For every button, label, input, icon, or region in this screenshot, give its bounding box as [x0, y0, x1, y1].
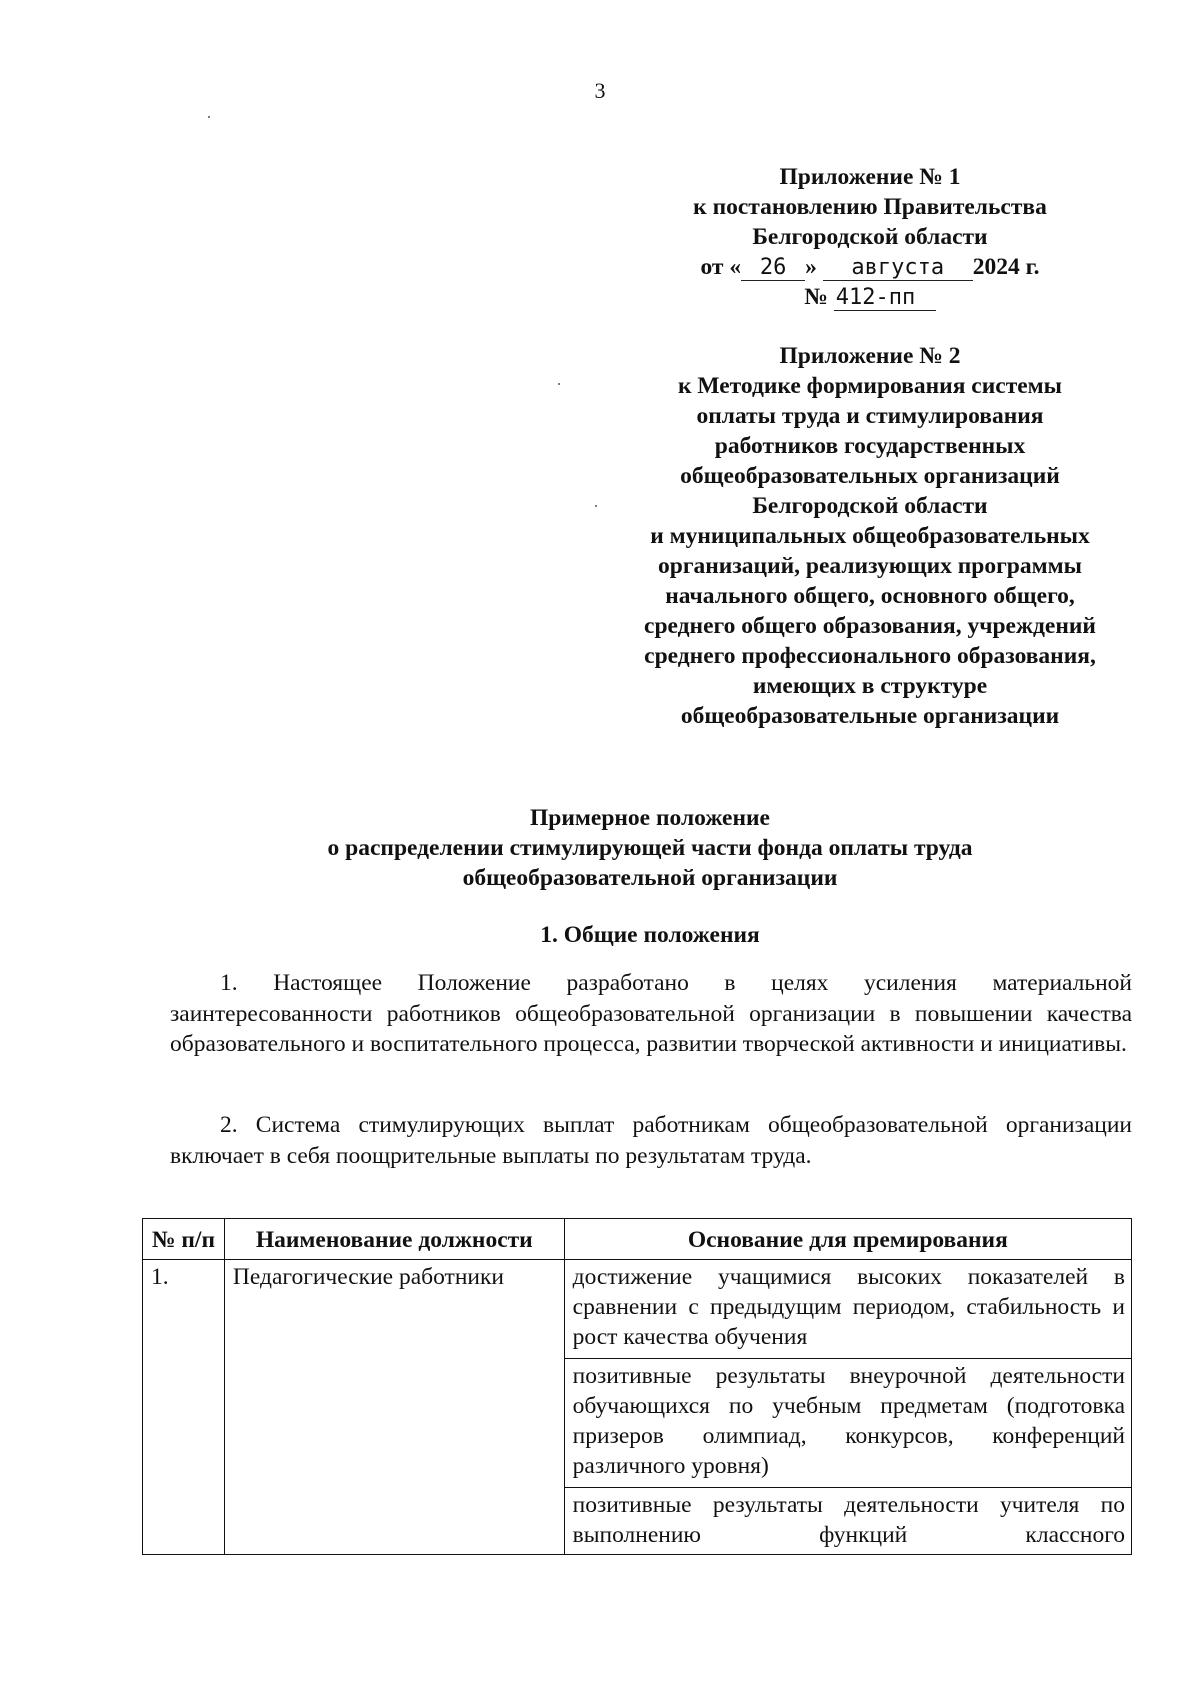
appendix-2-line: и муниципальных общеобразовательных	[650, 523, 1090, 549]
paragraph-1	[170, 968, 1132, 1060]
appendix-2-line: Белгородской области	[752, 493, 988, 519]
document-title-line: о распределении стимулирующей части фонда оплаты труда	[327, 835, 973, 861]
basis-cell: достижение учащимися высоких показателей в сравнении с предыдущим периодом, стабильность и рост качества обучения	[564, 1260, 1131, 1359]
appendix-2-line: Приложение № 2	[779, 343, 961, 369]
row-number-cell: 1.	[143, 1260, 225, 1555]
appendix-2-line: имеющих в структуре	[752, 673, 988, 699]
appendix-2-header	[630, 341, 1110, 731]
basis-cell: позитивные результаты деятельности учителя по выполнению функций классного	[564, 1488, 1131, 1555]
appendix-2-line: начального общего, основного общего,	[665, 583, 1075, 609]
date-month-handwritten: августа	[823, 256, 973, 281]
column-header-position: Наименование должности	[224, 1219, 564, 1260]
appendix-2-line: среднего профессионального образования,	[644, 643, 1096, 669]
paragraph-1-text: 1. Настоящее Положение разработано в целях усиления материальной заинтересованности работников общеобразовательной организации в повышении качества образовательного и воспитательного процесса, развитии творческой активности и инициативы.	[170, 970, 1132, 1057]
document-title-line: Примерное положение	[530, 805, 770, 831]
decree-number-handwritten: 412-пп	[834, 286, 936, 311]
appendix-1-region: Белгородской области	[752, 224, 988, 250]
number-prefix: №	[804, 284, 828, 310]
appendix-1-header	[630, 162, 1110, 312]
appendix-2-line: к Методике формирования системы	[677, 373, 1063, 399]
document-title	[170, 803, 1130, 893]
paragraph-2-text: 2. Система стимулирующих выплат работникам общеобразовательной организации включает в себя поощрительные выплаты по результатам труда.	[170, 1112, 1132, 1169]
appendix-1-subtitle: к постановлению Правительства	[693, 194, 1047, 220]
date-prefix: от «	[700, 254, 742, 280]
scan-speck	[208, 116, 210, 118]
date-mid: »	[805, 254, 817, 280]
appendix-1-date-line	[630, 252, 1110, 282]
section-heading: 1. Общие положения	[540, 922, 760, 948]
appendix-2-line: работников государственных	[714, 433, 1026, 459]
appendix-2-line: общеобразовательных организаций	[680, 463, 1060, 489]
basis-cell: позитивные результаты внеурочной деятельности обучающихся по учебным предметам (подготовка призеров олимпиад, конкурсов, конференций различного уровня)	[564, 1359, 1131, 1488]
paragraph-2	[170, 1110, 1132, 1171]
table-row	[143, 1260, 1132, 1359]
appendix-2-line: общеобразовательные организации	[680, 703, 1060, 729]
appendix-1-title: Приложение № 1	[779, 164, 961, 190]
document-title-line: общеобразовательной организации	[462, 865, 838, 891]
appendix-2-line: организаций, реализующих программы	[658, 553, 1082, 579]
appendix-1-number-line	[630, 282, 1110, 312]
table-header-row	[143, 1219, 1132, 1260]
scan-speck	[595, 505, 597, 507]
bonus-criteria-table	[142, 1218, 1132, 1555]
appendix-2-line: среднего общего образования, учреждений	[644, 613, 1096, 639]
scan-speck	[558, 383, 560, 385]
date-day-handwritten: 26	[741, 256, 805, 281]
date-year: 2024 г.	[972, 254, 1040, 280]
column-header-basis: Основание для премирования	[564, 1219, 1131, 1260]
appendix-2-line: оплаты труда и стимулирования	[696, 403, 1044, 429]
position-cell: Педагогические работники	[224, 1260, 564, 1555]
page-number: 3	[594, 78, 606, 103]
column-header-number: № п/п	[143, 1219, 225, 1260]
